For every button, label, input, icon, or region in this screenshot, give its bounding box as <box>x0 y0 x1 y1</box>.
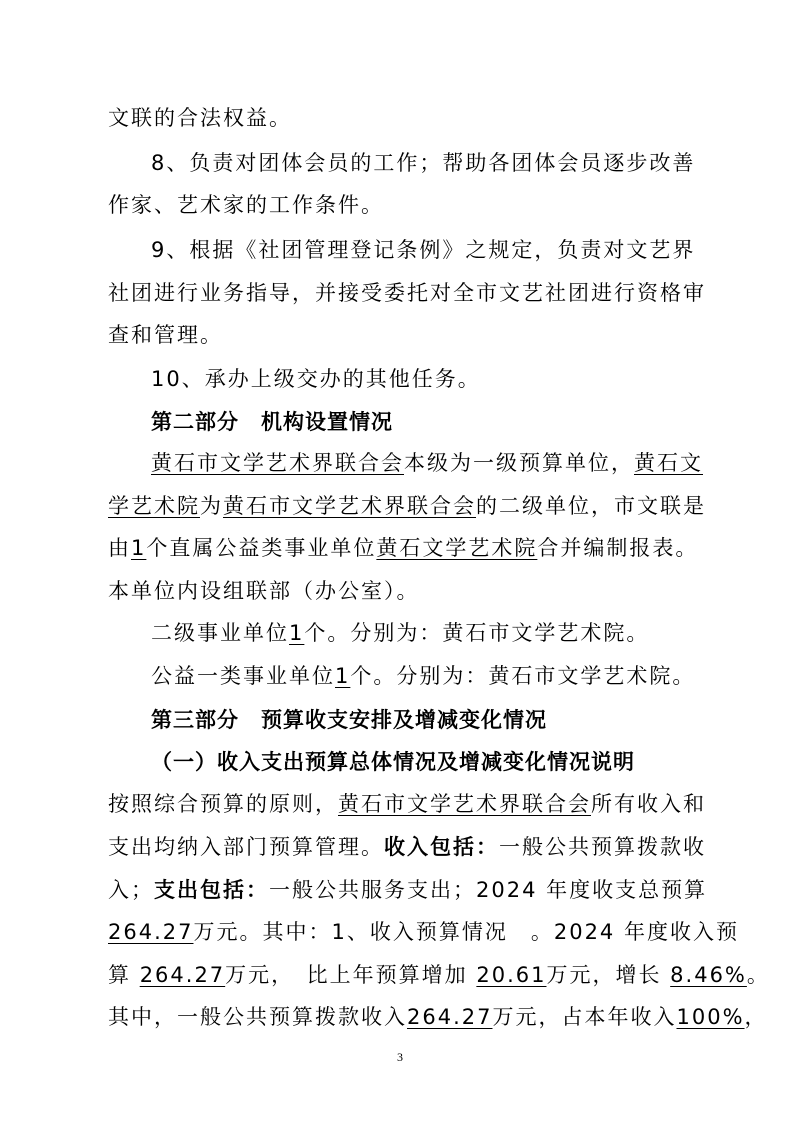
text-line <box>151 148 695 178</box>
text-line <box>108 320 223 350</box>
underlined-text: 100% <box>676 1005 745 1029</box>
text-segment: 10、承办上级交办的其他任务。 <box>151 367 481 391</box>
underlined-text: 黄石市文学艺术界联合会 <box>223 494 476 518</box>
text-segment: 社团进行业务指导，并接受委托对全市文艺社团进行资格审 <box>108 281 706 305</box>
text-segment: 本单位内设组联部（办公室）。 <box>108 579 420 603</box>
text-segment: 本级为一级预算单位， <box>404 451 634 475</box>
text-line <box>151 364 481 394</box>
text-segment: 一般公共服务支出；2024 年度收支总预算 <box>269 878 708 902</box>
text-line <box>151 235 695 265</box>
underlined-text: 264.27 <box>407 1005 493 1029</box>
text-segment: 8、负责对团体会员的工作；帮助各团体会员逐步改善 <box>151 151 696 175</box>
text-segment: 第二部分 机构设置情况 <box>151 410 393 434</box>
text-line <box>151 747 635 777</box>
text-line <box>151 448 703 478</box>
underlined-text: 264.27 <box>139 963 226 987</box>
text-segment: 一般公共预算拨款收 <box>499 835 706 859</box>
text-line <box>151 618 649 648</box>
text-segment: 二级事业单位 <box>151 621 289 645</box>
text-segment: 。 <box>746 963 770 987</box>
text-line <box>108 278 706 308</box>
text-segment: 作家、艺术家的工作条件。 <box>108 193 384 217</box>
text-line <box>108 491 706 521</box>
text-line <box>108 103 292 133</box>
text-segment: 万元， 比上年预算增加 <box>225 963 477 987</box>
text-segment: 支出均纳入部门预算管理。 <box>108 835 384 859</box>
text-line <box>151 407 393 437</box>
text-segment: 合并编制报表。 <box>537 536 699 560</box>
text-segment: 个直属公益类事业单位 <box>146 536 377 560</box>
text-segment: 按照综合预算的原则， <box>108 792 338 816</box>
underlined-text: 黄石文学艺术院 <box>376 536 538 560</box>
text-segment: 的二级单位，市文联是 <box>476 494 706 518</box>
text-line <box>108 1002 768 1032</box>
text-segment: （一）收入支出预算总体情况及增减变化情况说明 <box>151 750 635 774</box>
text-segment: 第三部分 预算收支安排及增减变化情况 <box>151 708 547 732</box>
text-segment: 查和管理。 <box>108 323 223 347</box>
text-line <box>108 875 707 905</box>
text-segment: 万元。其中：1、收入预算情况 。2024 年度收入预 <box>193 920 739 944</box>
page-number: 3 <box>397 1050 403 1064</box>
text-segment: 由 <box>108 536 131 560</box>
text-segment: 公益一类事业单位 <box>151 664 335 688</box>
text-line <box>108 533 698 563</box>
underlined-text: 1 <box>335 664 351 688</box>
bold-text: 支出包括： <box>154 878 269 902</box>
text-segment: 个。分别为：黄石市文学艺术院。 <box>304 621 650 645</box>
text-line <box>108 917 739 947</box>
underlined-text: 黄石市文学艺术界联合会 <box>151 451 404 475</box>
text-segment: ， <box>744 1005 768 1029</box>
text-segment: 万元，增长 <box>546 963 671 987</box>
text-segment: 个。分别为：黄石市文学艺术院。 <box>350 664 696 688</box>
underlined-text: 20.61 <box>476 963 547 987</box>
text-line <box>108 832 706 862</box>
text-line <box>108 789 706 819</box>
text-line <box>151 661 695 691</box>
underlined-text: 1 <box>289 621 305 645</box>
text-segment: 所有收入和 <box>591 792 706 816</box>
underlined-text: 1 <box>131 536 147 560</box>
text-line <box>108 190 384 220</box>
text-line <box>108 960 770 990</box>
bold-text: 收入包括： <box>384 835 499 859</box>
text-line <box>151 705 547 735</box>
underlined-text: 学艺术院 <box>108 494 200 518</box>
underlined-text: 264.27 <box>108 920 194 944</box>
underlined-text: 8.46% <box>670 963 747 987</box>
text-segment: 为 <box>200 494 223 518</box>
text-segment: 9、根据《社团管理登记条例》之规定，负责对文艺界 <box>151 238 696 262</box>
text-segment: 其中，一般公共预算拨款收入 <box>108 1005 407 1029</box>
text-segment: 文联的合法权益。 <box>108 106 292 130</box>
underlined-text: 黄石市文学艺术界联合会 <box>338 792 591 816</box>
text-segment: 入； <box>108 878 154 902</box>
text-segment: 万元，占本年收入 <box>492 1005 677 1029</box>
underlined-text: 黄石文 <box>634 451 703 475</box>
text-line <box>108 576 420 606</box>
text-segment: 算 <box>108 963 140 987</box>
